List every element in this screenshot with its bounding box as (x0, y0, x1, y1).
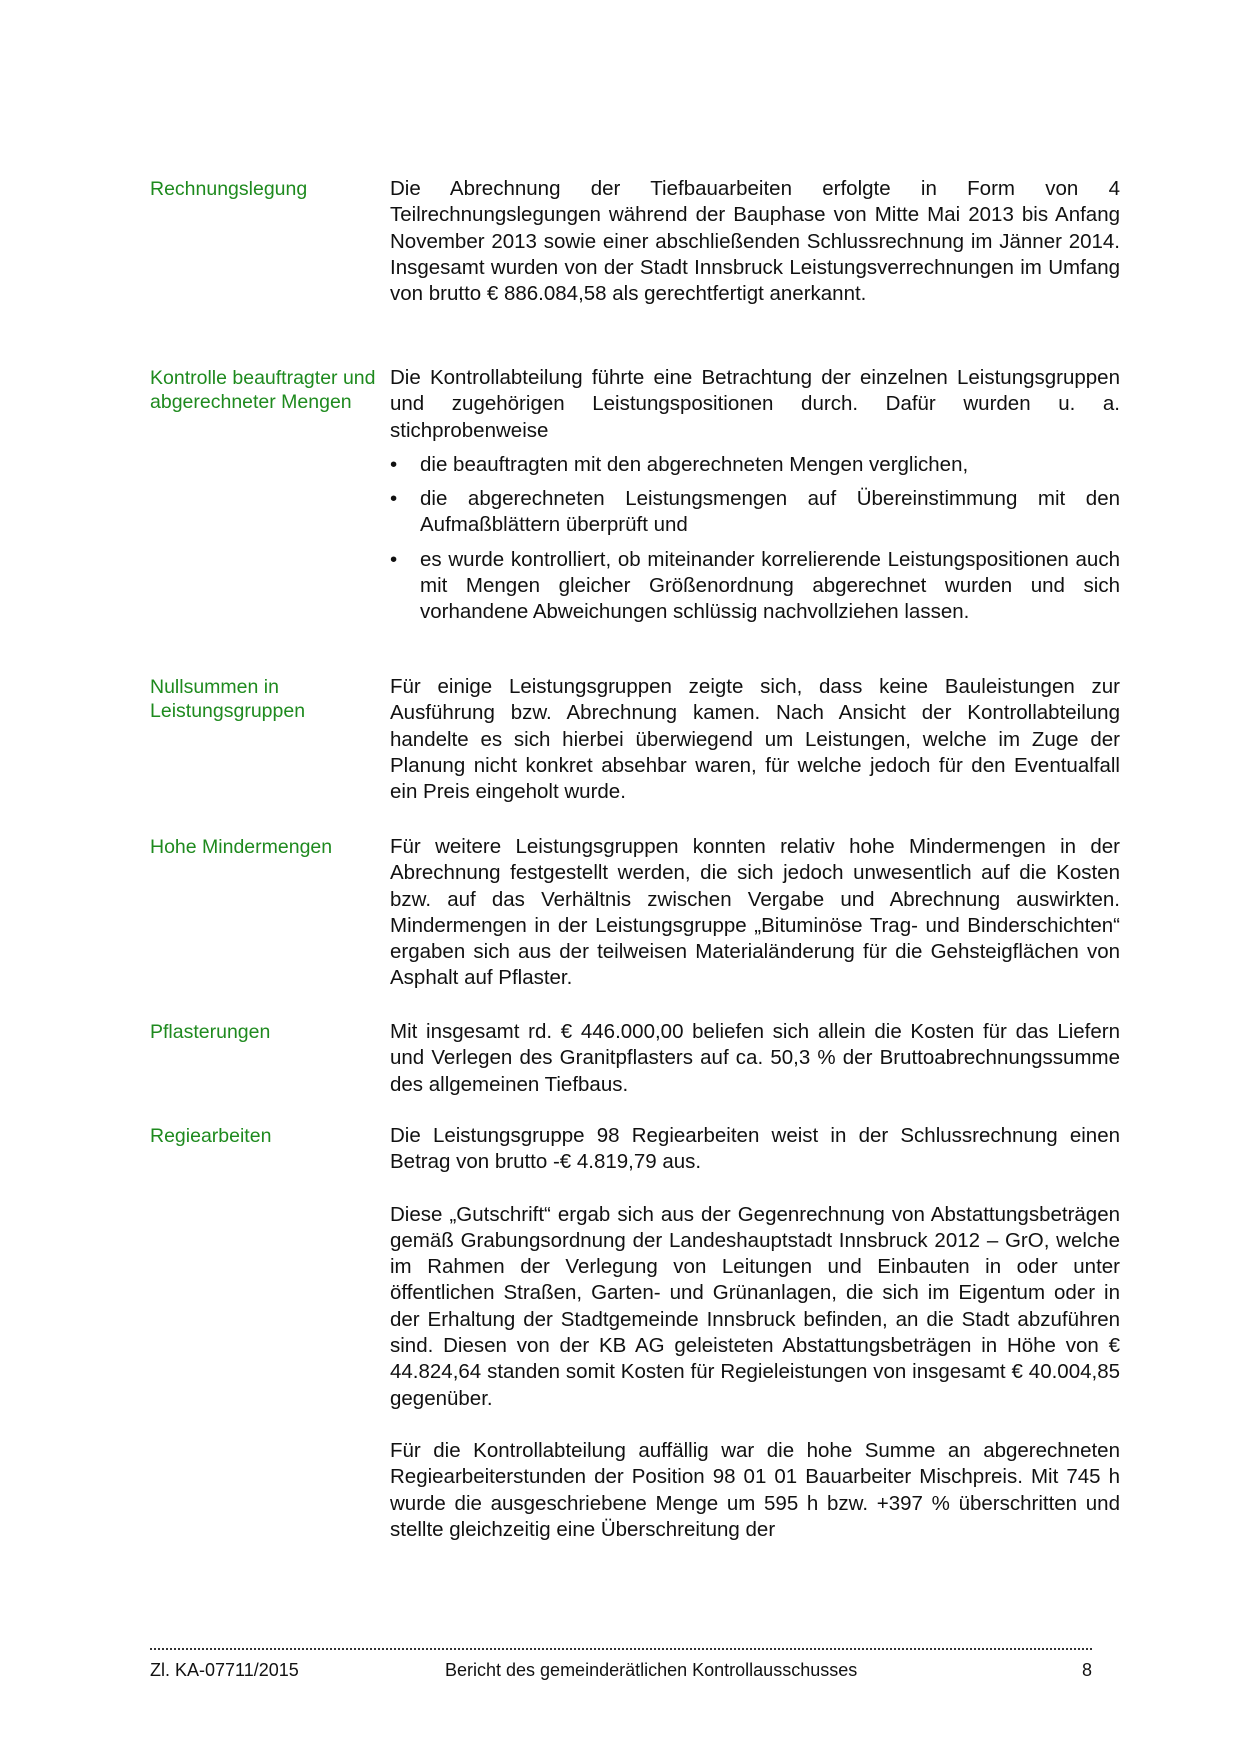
paragraph: Für die Kontrollabteilung auffällig war die hohe Summe an abgerechneten Regiearbeiterstunden der Position 98 01 01 Bauarbeiter Mischpreis. Mit 745 h wurde die ausgeschriebene Menge um 595 h bzw. +397 % überschritten und stellte gleichzeitig eine Überschreitung der (390, 1438, 1120, 1541)
document-reference: Zl. KA-07711/2015 (150, 1660, 299, 1680)
margin-label: Kontrolle beauftragter und abgerechneter Mengen (150, 367, 376, 413)
paragraph: Für weitere Leistungsgruppen konnten relativ hohe Mindermengen in der Abrechnung festgestellt werden, die sich jedoch unwesentlich auf die Kosten bzw. auf das Verhältnis zwischen Vergabe und Abrechnung auswirkten. Mindermengen in der Leistungsgruppe „Bituminöse Trag- und Binderschichten“ ergaben sich aus der teilweisen Materialänderung für die Gehsteigflächen von Asphalt auf Pflaster. (390, 835, 1120, 990)
paragraph: Die Abrechnung der Tiefbauarbeiten erfolgte in Form von 4 Teilrechnungslegungen während der Bauphase von Mitte Mai 2013 bis Anfang November 2013 sowie einer abschließenden Schlussrechnung im Jänner 2014. Insgesamt wurden von der Stadt Innsbruck Leistungsverrechnungen im Umfang von brutto € 886.084,58 als gerechtfertigt anerkannt. (390, 177, 1120, 306)
paragraph: Diese „Gutschrift“ ergab sich aus der Gegenrechnung von Abstattungsbeträgen gemäß Grabungsordnung der Landeshauptstadt Innsbruck 2012 – GrO, welche im Rahmen der Verlegung von Leitungen und Einbauten in oder unter öffentlichen Straßen, Garten- und Grünanlagen, die sich im Eigentum oder in der Erhaltung der Stadtgemeinde Innsbruck befinden, an die Stadt abzuführen sind. Diesen von der KB AG geleisteten Abstattungsbeträgen in Höhe von € 44.824,64 standen somit Kosten für Regieleistungen von insgesamt € 40.004,85 gegenüber. (390, 1202, 1120, 1410)
paragraph: Die Leistungsgruppe 98 Regiearbeiten weist in der Schlussrechnung einen Betrag von brutto -€ 4.819,79 aus. (390, 1124, 1120, 1174)
section-body (390, 176, 1120, 307)
margin-label: Pflasterungen (150, 1021, 271, 1043)
section-hohe-mindermengen (150, 834, 1120, 992)
paragraph: Mit insgesamt rd. € 446.000,00 beliefen sich allein die Kosten für das Liefern und Verlegen des Granitpflasters auf ca. 50,3 % der Bruttoabrechnungssumme des allgemeinen Tiefbaus. (390, 1020, 1120, 1096)
section-pflasterungen (150, 1019, 1120, 1098)
paragraph: Für einige Leistungsgruppen zeigte sich, dass keine Bauleistungen zur Ausführung bzw. Abrechnung kamen. Nach Ansicht der Kontrollabteilung handelte es sich hierbei überwiegend um Leistungen, welche im Zuge der Planung nicht konkret absehbar waren, für welche jedoch für den Eventualfall ein Preis eingeholt wurde. (390, 675, 1120, 804)
margin-label: Regiearbeiten (150, 1125, 272, 1147)
list-item: • es wurde kontrolliert, ob miteinander korrelierende Leistungspositionen auch mit Mengen gleicher Größenordnung abgerechnet wurden und sich vorhandene Abweichungen schlüssig nachvollziehen lassen. (390, 547, 1120, 624)
section-body (390, 1019, 1120, 1098)
section-body (390, 674, 1120, 805)
section-nullsummen (150, 674, 1120, 805)
list-item: • die abgerechneten Leistungsmengen auf Übereinstimmung mit den Aufmaßblättern überprüft und (390, 487, 1120, 537)
paragraph: Die Kontrollabteilung führte eine Betrachtung der einzelnen Leistungsgruppen und zugehörigen Leistungspositionen durch. Dafür wurden u. a. stichprobenweise (390, 366, 1120, 442)
bullet-list (390, 452, 1120, 626)
bullet-icon: • (390, 452, 398, 476)
margin-label: Nullsummen in Leistungsgruppen (150, 676, 306, 722)
margin-label: Rechnungslegung (150, 178, 308, 200)
section-rechnungslegung (150, 176, 1120, 307)
list-item: • die beauftragten mit den abgerechneten Mengen verglichen, (390, 452, 1120, 478)
report-title: Bericht des gemeinderätlichen Kontrollausschusses (445, 1660, 858, 1680)
bullet-icon: • (390, 547, 398, 571)
bullet-icon: • (390, 487, 398, 511)
section-body (390, 834, 1120, 992)
margin-label: Hohe Mindermengen (150, 836, 333, 858)
page-footer (150, 1660, 1092, 1681)
page-number: 8 (1081, 1660, 1092, 1680)
section-kontrolle-mengen (150, 365, 1120, 634)
section-regiearbeiten (150, 1123, 1120, 1543)
section-body (390, 365, 1120, 634)
footer-divider (150, 1648, 1092, 1650)
section-body (390, 1123, 1120, 1543)
